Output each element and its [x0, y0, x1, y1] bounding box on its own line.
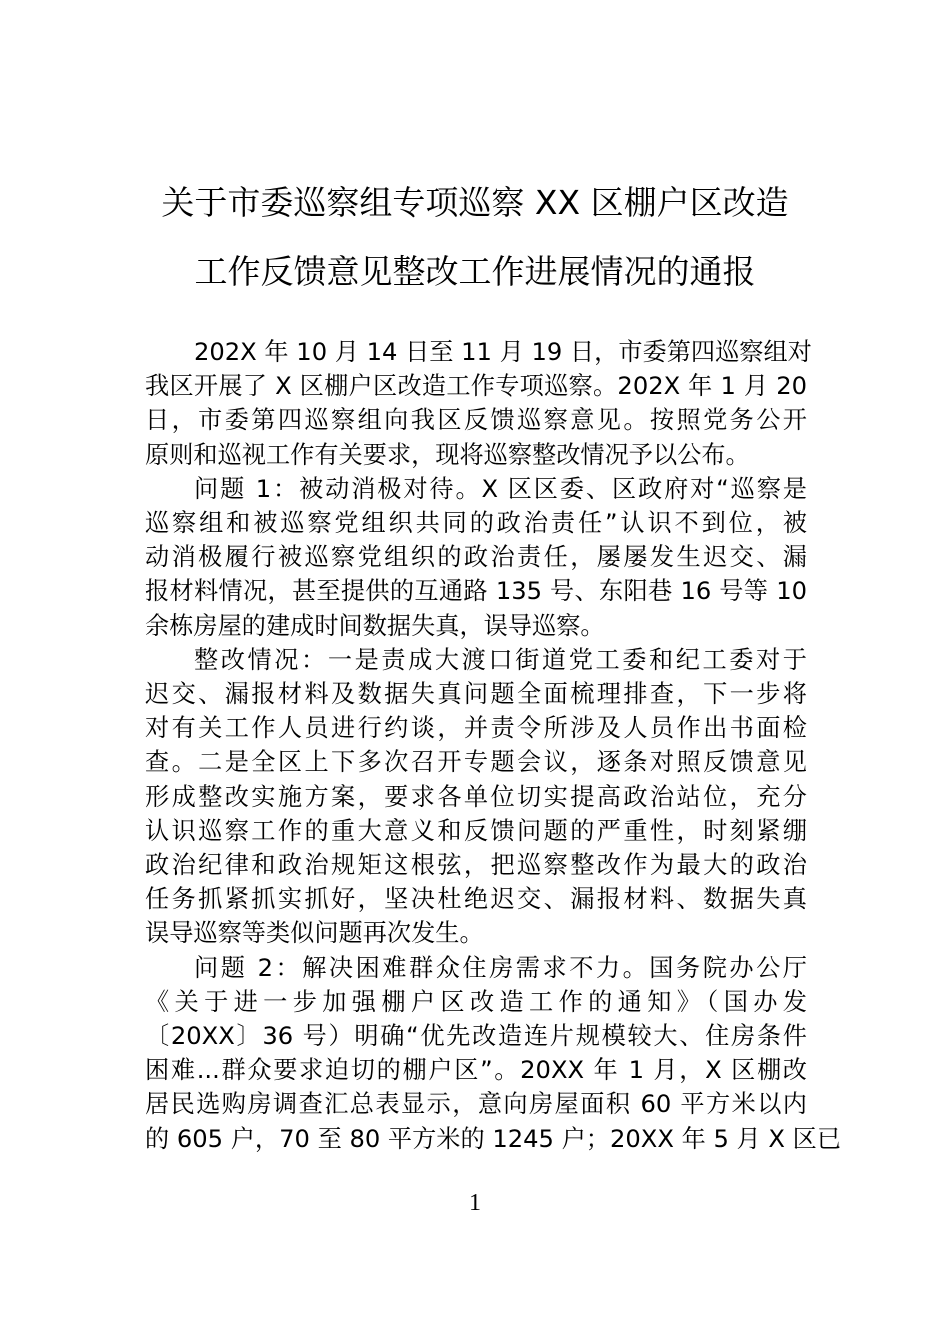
text-line: 巡察组和被巡察党组织共同的政治责任”认识不到位，被 [145, 509, 807, 538]
text-line: 余栋房屋的建成时间数据失真，误导巡察。 [145, 611, 605, 640]
paragraph-rectification-1 [145, 643, 807, 951]
text-line: 《关于进一步加强棚户区改造工作的通知》（国办发 [145, 987, 807, 1016]
text-line: 日，市委第四巡察组向我区反馈巡察意见。按照党务公开 [145, 406, 807, 435]
text-line: 原则和巡视工作有关要求，现将巡察整改情况予以公布。 [145, 440, 750, 469]
title-line-1: 关于市委巡察组专项巡察 XX 区棚户区改造 [161, 183, 789, 222]
text-line: 202X 年 10 月 14 日至 11 月 19 日，市委第四巡察组对 [194, 338, 812, 366]
text-line: 对有关工作人员进行约谈，并责令所涉及人员作出书面检 [145, 714, 807, 743]
text-line: 形成整改实施方案，要求各单位切实提高政治站位，充分 [145, 782, 807, 811]
text-line: 查。二是全区上下多次召开专题会议，逐条对照反馈意见 [145, 748, 807, 777]
text-line: 政治纪律和政治规矩这根弦，把巡察整改作为最大的政治 [145, 851, 807, 880]
paragraph-issue-2 [145, 951, 842, 1156]
text-line: 问题 2：解决困难群众住房需求不力。国务院办公厅 [194, 953, 807, 982]
text-line: 认识巡察工作的重大意义和反馈问题的严重性，时刻紧绷 [145, 816, 807, 845]
text-line: 居民选购房调查汇总表显示，意向房屋面积 60 平方米以内 [145, 1090, 807, 1119]
text-line: 迟交、漏报材料及数据失真问题全面梳理排查，下一步将 [145, 680, 807, 709]
text-line: 任务抓紧抓实抓好，坚决杜绝迟交、漏报材料、数据失真 [145, 885, 807, 914]
text-line: 问题 1：被动消极对待。X 区区委、区政府对“巡察是 [194, 474, 807, 503]
text-line: 的 605 户，70 至 80 平方米的 1245 户；20XX 年 5 月 X 区已 [145, 1124, 842, 1153]
title-line-2: 工作反馈意见整改工作进展情况的通报 [194, 252, 756, 291]
text-line: 报材料情况，甚至提供的互通路 135 号、东阳巷 16 号等 10 [145, 577, 807, 606]
document-title [130, 168, 820, 306]
text-line: 〔20XX〕36 号）明确“优先改造连片规模较大、住房条件 [145, 1022, 807, 1051]
page-number: 1 [469, 1190, 481, 1216]
text-line: 误导巡察等类似问题再次发生。 [145, 919, 484, 948]
text-line: 困难...群众要求迫切的棚户区”。20XX 年 1 月，X 区棚改 [145, 1056, 807, 1085]
text-line: 动消极履行被巡察党组织的政治责任，屡屡发生迟交、漏 [145, 543, 807, 572]
text-line: 我区开展了 X 区棚户区改造工作专项巡察。202X 年 1 月 20 [145, 372, 807, 401]
document-body [145, 335, 842, 1156]
text-line: 整改情况：一是责成大渡口街道党工委和纪工委对于 [194, 645, 807, 674]
paragraph-intro [145, 335, 812, 472]
paragraph-issue-1 [145, 472, 807, 643]
